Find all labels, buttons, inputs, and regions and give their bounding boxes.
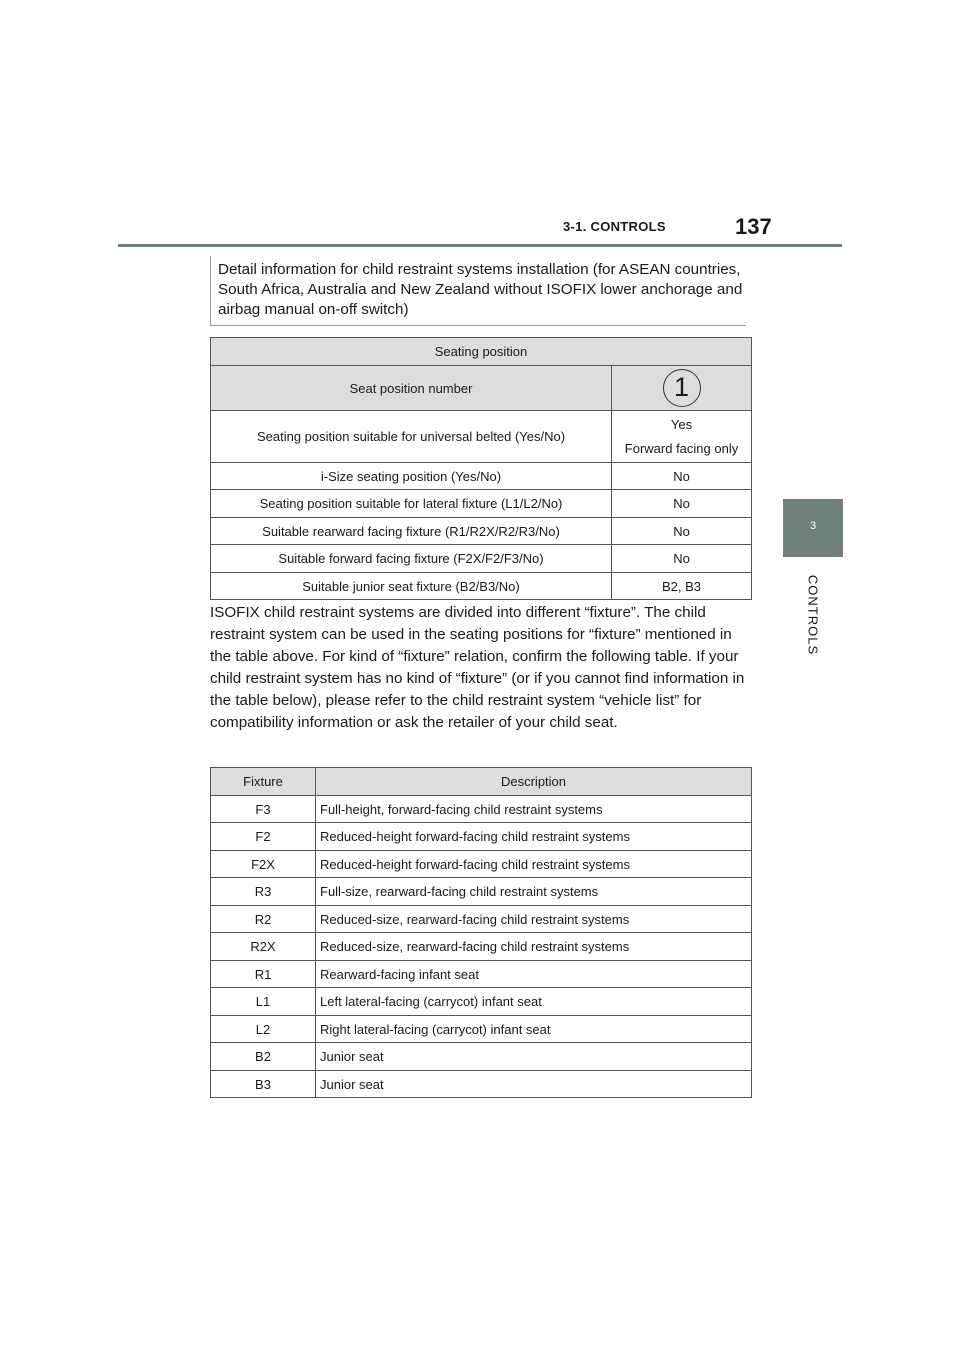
description-cell: Full-height, forward-facing child restraint systems (316, 796, 752, 823)
description-cell: Reduced-height forward-facing child restraint systems (316, 823, 752, 851)
body-paragraph: ISOFIX child restraint systems are divided into different “fixture”. The child restraint system can be used in the seating positions for “fixture” mentioned in the table above. For kind of “fixture” relation, confirm the following table. If your child restraint system has no kind of “fixture” (or if you cannot find information in the table below), please refer to the child restraint system “vehicle list” for compatibility information or ask the retailer of your child seat. (210, 604, 745, 731)
chapter-label: CONTROLS (805, 574, 821, 656)
table-cell-value: B2, B3 (612, 573, 752, 600)
fixture-cell: L1 (211, 988, 316, 1016)
fixture-cell: R2 (211, 906, 316, 933)
table-cell-value (612, 411, 752, 463)
seat-number-badge: 1 (663, 369, 701, 407)
description-cell: Reduced-size, rearward-facing child restraint systems (316, 933, 752, 961)
description-cell: Full-size, rearward-facing child restraint systems (316, 878, 752, 906)
fixture-cell: F2X (211, 851, 316, 878)
value-line-1: Yes (670, 417, 693, 432)
fixture-table (210, 767, 752, 1098)
seat-number-label: Seat position number (211, 366, 612, 411)
page-number: 137 (735, 214, 772, 239)
description-cell: Left lateral-facing (carrycot) infant seat (316, 988, 752, 1016)
description-cell: Reduced-size, rearward-facing child restraint systems (316, 906, 752, 933)
header-rule (118, 244, 842, 247)
seating-position-table (210, 337, 752, 600)
seat-number-cell (612, 366, 752, 411)
fixture-header: Fixture (211, 768, 316, 796)
description-header: Description (316, 768, 752, 796)
fixture-cell: R1 (211, 961, 316, 988)
table-cell-label: Suitable forward facing fixture (F2X/F2/F3/No) (211, 545, 612, 573)
fixture-cell: R3 (211, 878, 316, 906)
fixture-cell: B2 (211, 1043, 316, 1071)
table-cell-label: Seating position suitable for universal belted (Yes/No) (211, 411, 612, 463)
fixture-cell: B3 (211, 1071, 316, 1098)
table-cell-value: No (612, 490, 752, 518)
fixture-cell: L2 (211, 1016, 316, 1043)
seating-table-title: Seating position (211, 338, 752, 366)
fixture-cell: F3 (211, 796, 316, 823)
description-cell: Reduced-height forward-facing child restraint systems (316, 851, 752, 878)
intro-box (210, 256, 746, 326)
table-cell-value: No (612, 518, 752, 545)
section-label: 3-1. CONTROLS (563, 219, 666, 234)
table-cell-value: No (612, 463, 752, 490)
fixture-cell: F2 (211, 823, 316, 851)
description-cell: Right lateral-facing (carrycot) infant seat (316, 1016, 752, 1043)
table-cell-label: i-Size seating position (Yes/No) (211, 463, 612, 490)
table-cell-label: Suitable junior seat fixture (B2/B3/No) (211, 573, 612, 600)
intro-text: Detail information for child restraint systems installation (for ASEAN countries, South Africa, Australia and New Zealand without ISOFIX lower anchorage and airbag manual on-off switch) (218, 261, 743, 318)
value-line-2: Forward facing only (624, 441, 739, 456)
description-cell: Junior seat (316, 1043, 752, 1071)
table-cell-value: No (612, 545, 752, 573)
table-cell-label: Seating position suitable for lateral fixture (L1/L2/No) (211, 490, 612, 518)
fixture-cell: R2X (211, 933, 316, 961)
description-cell: Junior seat (316, 1071, 752, 1098)
chapter-tab[interactable] (783, 499, 843, 557)
chapter-number: 3 (809, 520, 817, 532)
table-cell-label: Suitable rearward facing fixture (R1/R2X/R2/R3/No) (211, 518, 612, 545)
description-cell: Rearward-facing infant seat (316, 961, 752, 988)
